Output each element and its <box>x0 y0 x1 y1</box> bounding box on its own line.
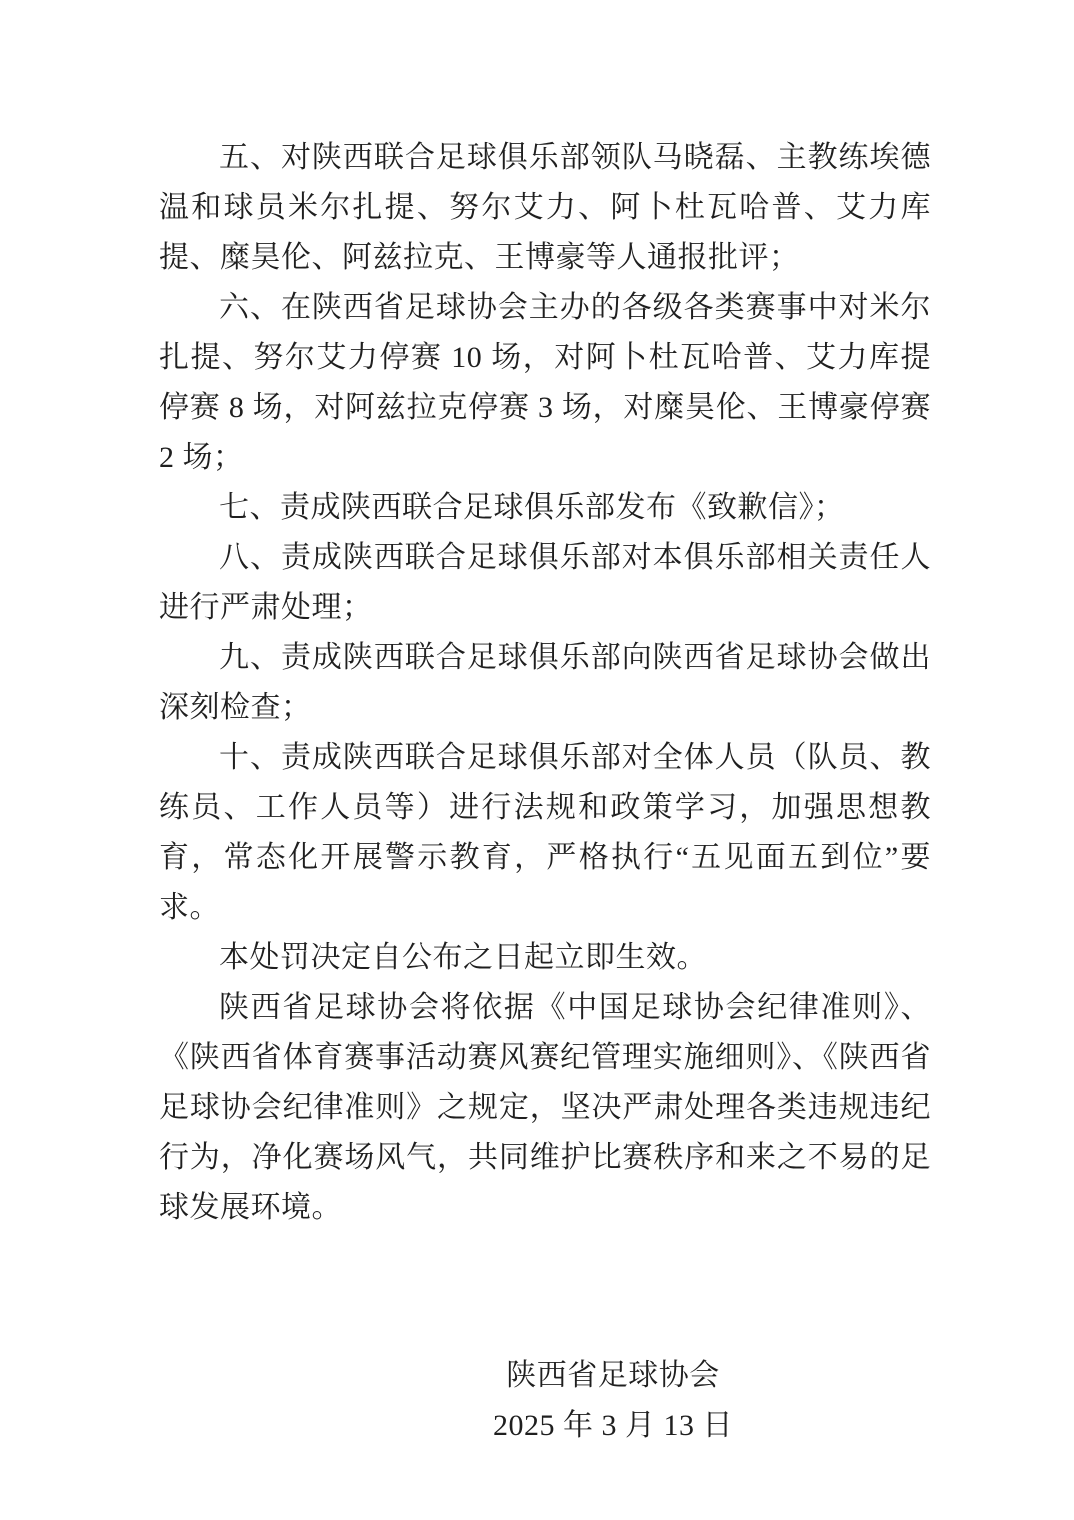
signature-block <box>493 1351 733 1451</box>
paragraph-item-5: 五、对陕西联合足球俱乐部领队马晓磊、主教练埃德温和球员米尔扎提、努尔艾力、阿卜杜瓦哈普、艾力库提、糜昊伦、阿兹拉克、王博豪等人通报批评； <box>159 141 931 274</box>
signature-org: 陕西省足球协会 <box>506 1359 720 1392</box>
signature-date: 2025 年 3 月 13 日 <box>493 1409 733 1442</box>
paragraph-item-8: 八、责成陕西联合足球俱乐部对本俱乐部相关责任人进行严肃处理； <box>159 541 931 624</box>
paragraph-item-9: 九、责成陕西联合足球俱乐部向陕西省足球协会做出深刻检查； <box>159 641 931 724</box>
paragraph-closing: 陕西省足球协会将依据《中国足球协会纪律准则》、《陕西省体育赛事活动赛风赛纪管理实施细则》、《陕西省足球协会纪律准则》之规定，坚决严肃处理各类违规违纪行为，净化赛场风气，共同维护比赛秩序和来之不易的足球发展环境。 <box>159 991 931 1224</box>
paragraph-item-7: 七、责成陕西联合足球俱乐部发布《致歉信》； <box>219 491 845 524</box>
paragraph-item-6: 六、在陕西省足球协会主办的各级各类赛事中对米尔扎提、努尔艾力停赛 10 场，对阿卜杜瓦哈普、艾力库提停赛 8 场，对阿兹拉克停赛 3 场，对糜昊伦、王博豪停赛 2 场； <box>159 291 931 474</box>
document-body <box>159 133 931 1451</box>
paragraph-item-10: 十、责成陕西联合足球俱乐部对全体人员（队员、教练员、工作人员等）进行法规和政策学习，加强思想教育，常态化开展警示教育，严格执行“五见面五到位”要求。 <box>159 741 931 924</box>
paragraph-effective-date: 本处罚决定自公布之日起立即生效。 <box>219 941 707 974</box>
